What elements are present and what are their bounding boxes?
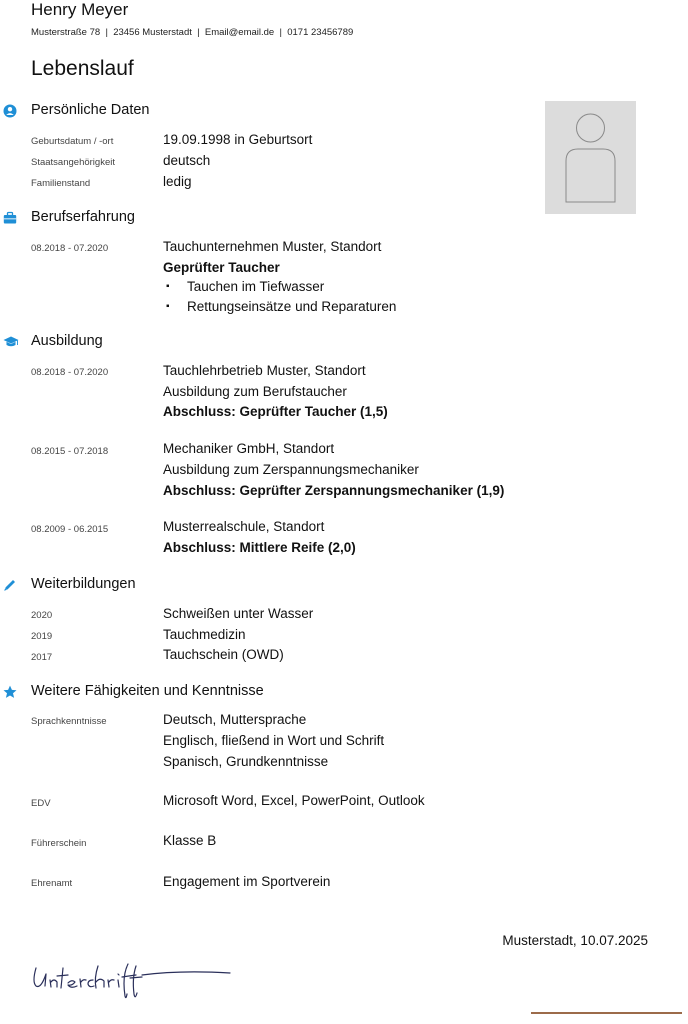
education-program: Ausbildung zum Berufstaucher — [163, 384, 347, 399]
section-experience — [0, 209, 500, 229]
education-institution: Tauchlehrbetrieb Muster, Standort — [163, 363, 366, 378]
education-degree: Abschluss: Geprüfter Taucher (1,5) — [163, 404, 388, 419]
experience-period: 08.2018 - 07.2020 — [31, 243, 109, 254]
section-title: Berufserfahrung — [31, 209, 135, 225]
birth-label: Geburtsdatum / -ort — [31, 136, 114, 147]
section-title: Weitere Fähigkeiten und Kenntnisse — [31, 683, 264, 699]
section-title: Persönliche Daten — [31, 102, 150, 118]
birth-value: 19.09.1998 in Geburtsort — [163, 132, 313, 147]
it-skills-value: Microsoft Word, Excel, PowerPoint, Outlook — [163, 793, 425, 808]
training-year: 2017 — [31, 652, 53, 663]
training-value: Schweißen unter Wasser — [163, 606, 314, 621]
graduation-cap-icon — [3, 335, 19, 349]
signature-line — [531, 1012, 682, 1014]
it-skills-label: EDV — [31, 798, 51, 809]
education-program: Ausbildung zum Zerspannungsmechaniker — [163, 462, 419, 477]
education-period: 08.2009 - 06.2015 — [31, 524, 109, 535]
section-training — [0, 576, 500, 596]
volunteer-value: Engagement im Sportverein — [163, 874, 331, 889]
document-title: Lebenslauf — [31, 57, 134, 80]
nationality-value: deutsch — [163, 153, 211, 168]
drivers-license-label: Führerschein — [31, 838, 87, 849]
section-title: Ausbildung — [31, 333, 103, 349]
bullet-marker: ▪ — [166, 281, 170, 292]
education-degree: Abschluss: Mittlere Reife (2,0) — [163, 540, 356, 555]
nationality-label: Staatsangehörigkeit — [31, 157, 115, 168]
section-education — [0, 333, 500, 353]
bullet-marker: ▪ — [166, 301, 170, 312]
pencil-icon — [3, 578, 17, 592]
experience-role: Geprüfter Taucher — [163, 260, 280, 275]
section-title: Weiterbildungen — [31, 576, 136, 592]
user-circle-icon — [3, 104, 17, 118]
experience-bullet-item: Rettungseinsätze und Reparaturen — [187, 299, 397, 314]
place-and-date: Musterstadt, 10.07.2025 — [502, 933, 648, 948]
experience-bullet-item: Tauchen im Tiefwasser — [187, 279, 325, 294]
section-personal-data — [0, 102, 500, 122]
marital-status-value: ledig — [163, 174, 192, 189]
briefcase-icon — [3, 211, 17, 225]
training-value: Tauchschein (OWD) — [163, 647, 284, 662]
language-item: Deutsch, Muttersprache — [163, 712, 307, 727]
education-period: 08.2015 - 07.2018 — [31, 446, 109, 457]
volunteer-label: Ehrenamt — [31, 878, 73, 889]
education-institution: Musterrealschule, Standort — [163, 519, 325, 534]
drivers-license-value: Klasse B — [163, 833, 217, 848]
section-skills — [0, 683, 500, 703]
person-silhouette-icon — [545, 101, 636, 214]
education-institution: Mechaniker GmbH, Standort — [163, 441, 335, 456]
training-year: 2019 — [31, 631, 53, 642]
training-year: 2020 — [31, 610, 53, 621]
language-item: Spanisch, Grundkenntnisse — [163, 754, 329, 769]
languages-label: Sprachkenntnisse — [31, 716, 107, 727]
star-icon — [3, 685, 17, 699]
language-item: Englisch, fließend in Wort und Schrift — [163, 733, 385, 748]
applicant-name: Henry Meyer — [31, 0, 129, 19]
profile-photo-placeholder — [545, 101, 636, 214]
training-value: Tauchmedizin — [163, 627, 246, 642]
education-degree: Abschluss: Geprüfter Zerspannungsmechaniker (1,9) — [163, 483, 505, 498]
education-period: 08.2018 - 07.2020 — [31, 367, 109, 378]
contact-line: Musterstraße 78 | 23456 Musterstadt | Email@email.de | 0171 23456789 — [31, 27, 354, 38]
handwritten-signature — [30, 958, 240, 1008]
marital-status-label: Familienstand — [31, 178, 91, 189]
experience-company: Tauchunternehmen Muster, Standort — [163, 239, 382, 254]
